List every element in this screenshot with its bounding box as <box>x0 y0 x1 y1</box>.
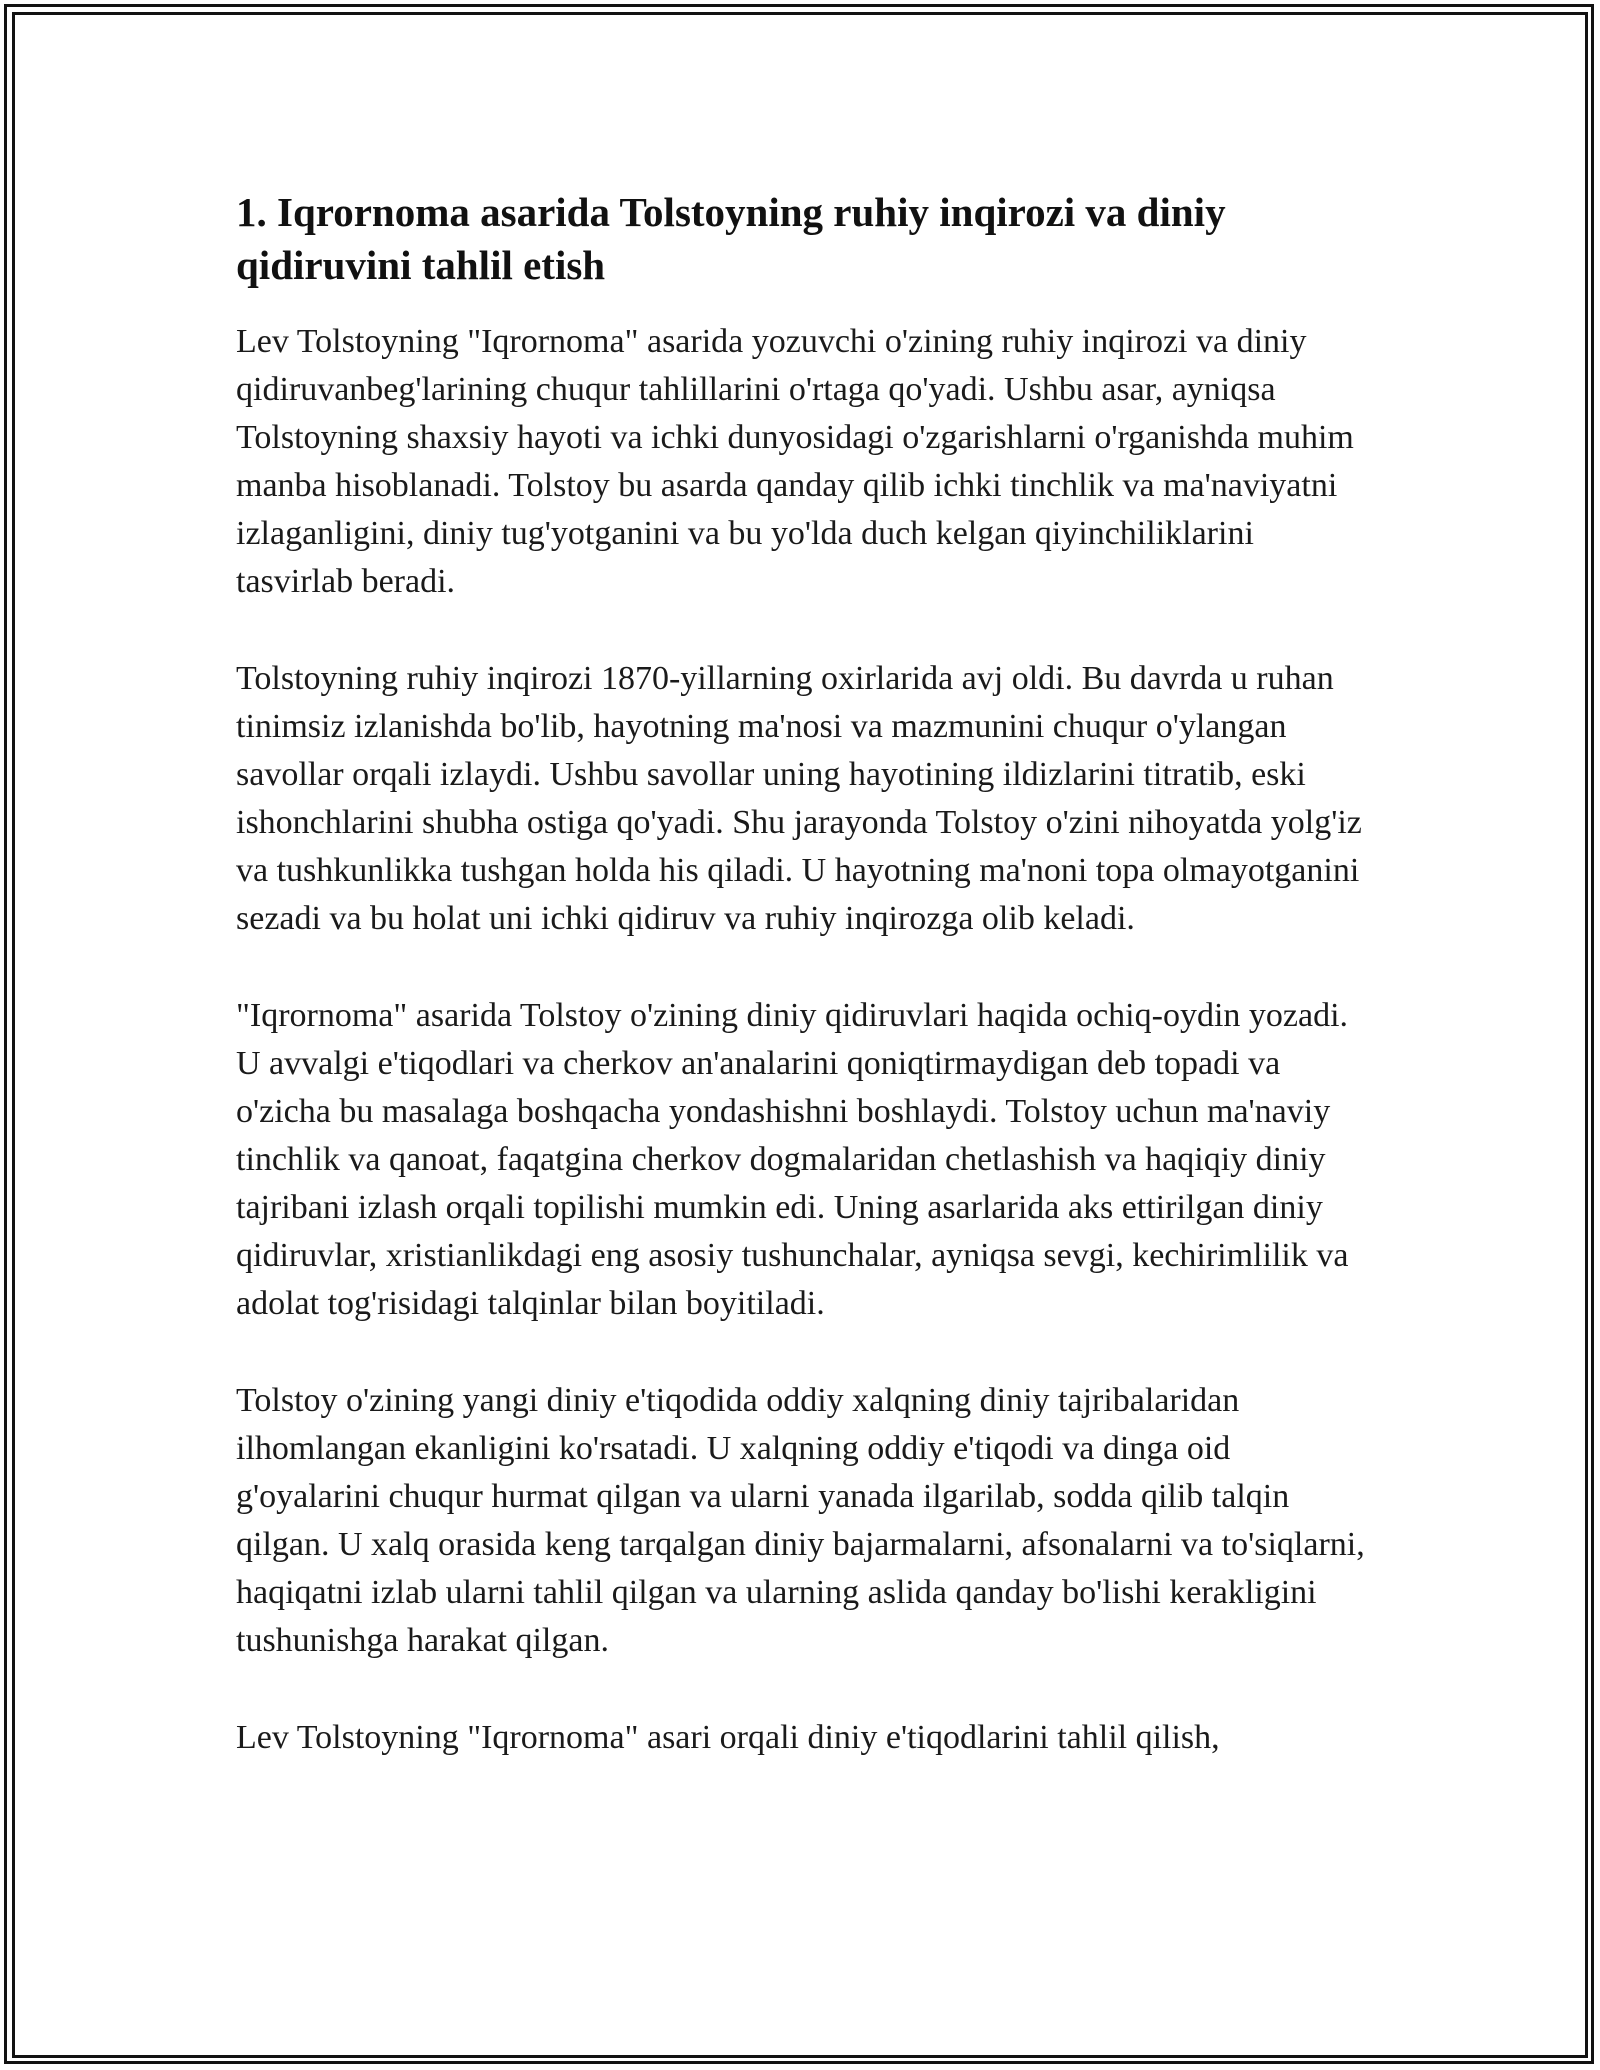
paragraph-2: Tolstoyning ruhiy inqirozi 1870-yillarning oxirlarida avj oldi. Bu davrda u ruhan tinimsiz izlanishda bo'lib, hayotning ma'nosi va mazmunini chuqur o'ylangan savollar orqali izlaydi. Ushbu savollar uning hayotining ildizlarini titratib, eski ishonchlarini shubha ostiga qo'yadi. Shu jarayonda Tolstoy o'zini nihoyatda yolg'iz va tushkunlikka tushgan holda his qiladi. U hayotning ma'noni topa olmayotganini sezadi va bu holat uni ichki qidiruv va ruhiy inqirozga olib keladi. <box>236 660 1362 937</box>
paragraph-5: Lev Tolstoyning "Iqrornoma" asari orqali diniy e'tiqodlarini tahlil qilish, <box>236 1719 1220 1756</box>
paragraph-4: Tolstoy o'zining yangi diniy e'tiqodida oddiy xalqning diniy tajribalaridan ilhomlangan ekanligini ko'rsatadi. U xalqning oddiy e'tiqodi va dinga oid g'oyalarini chuqur hurmat qilgan va ularni yanada ilgarilab, sodda qilib talqin qilgan. U xalq orasida keng tarqalgan diniy bajarmalarni, afsonalarni va to'siqlarni, haqiqatni izlab ularni tahlil qilgan va ularning aslida qanday bo'lishi kerakligini tushunishga harakat qilgan. <box>236 1382 1365 1659</box>
section-heading: 1. Iqrornoma asarida Tolstoyning ruhiy inqirozi va diniy qidiruvini tahlil etish <box>236 189 1226 288</box>
paragraph-3: "Iqrornoma" asarida Tolstoy o'zining diniy qidiruvlari haqida ochiq-oydin yozadi. U avvalgi e'tiqodlari va cherkov an'analarini qoniqtirmaydigan deb topadi va o'zicha bu masalaga boshqacha yondashishni boshlaydi. Tolstoy uchun ma'naviy tinchlik va qanoat, faqatgina cherkov dogmalaridan chetlashish va haqiqiy diniy tajribani izlash orqali topilishi mumkin edi. Uning asarlarida aks ettirilgan diniy qidiruvlar, xristianlikdagi eng asosiy tushunchalar, ayniqsa sevgi, kechirimlilik va adolat tog'risidagi talqinlar bilan boyitiladi. <box>236 997 1349 1322</box>
paragraph-1: Lev Tolstoyning "Iqrornoma" asarida yozuvchi o'zining ruhiy inqirozi va diniy qidiruvanbeg'larining chuqur tahlillarini o'rtaga qo'yadi. Ushbu asar, ayniqsa Tolstoyning shaxsiy hayoti va ichki dunyosidagi o'zgarishlarni o'rganishda muhim manba hisoblanadi. Tolstoy bu asarda qanday qilib ichki tinchlik va ma'naviyatni izlaganligini, diniy tug'yotganini va bu yo'lda duch kelgan qiyinchiliklarini tasvirlab beradi. <box>236 323 1354 600</box>
document-body <box>236 186 1366 1811</box>
